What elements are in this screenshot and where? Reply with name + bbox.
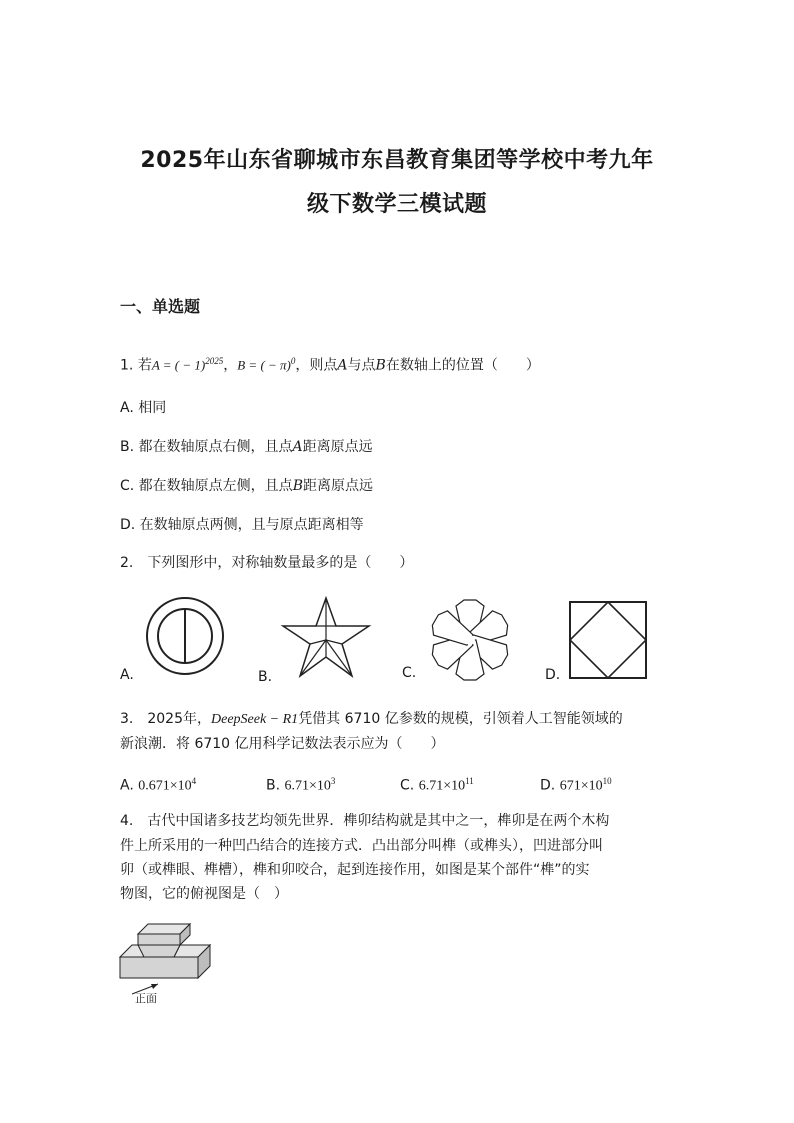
variable-a: A: [292, 439, 303, 455]
option-1c[interactable]: [120, 475, 373, 497]
figure-d-square-diamond[interactable]: [568, 600, 648, 680]
section-heading: 一、单选题: [120, 297, 201, 316]
option-1b[interactable]: [120, 436, 373, 458]
figure-c-snowflake[interactable]: [424, 600, 516, 680]
exponent-b: 0: [290, 356, 296, 366]
model-name: DeepSeek − R1: [211, 712, 299, 727]
question-text: 3. 2025年，: [120, 711, 211, 727]
variable-a: A: [337, 357, 348, 374]
figure-b-label: B.: [258, 669, 273, 685]
option-exponent: 3: [330, 776, 336, 786]
figure-b-star[interactable]: [280, 596, 372, 680]
question-text: 凭借其 6710 亿参数的规模，引领着人工智能领域的: [298, 711, 623, 727]
option-label: D.: [540, 777, 556, 794]
question-2: 2. 下列图形中，对称轴数量最多的是（ ）: [120, 555, 414, 571]
exponent-a: 2025: [205, 356, 224, 366]
variable-b: B: [292, 478, 303, 494]
option-exponent: 10: [602, 776, 612, 786]
option-label: B.: [266, 777, 281, 794]
option-3c[interactable]: [400, 770, 474, 798]
figure-c-label: C.: [402, 665, 417, 681]
question-4-line3: 卯（或榫眼、榫槽），榫和卯咬合，起到连接作用，如图是某个部件“榫”的实: [120, 862, 590, 878]
question-4-line2: 件上所采用的一种凹凸结合的连接方式．凸出部分叫榫（或榫头），凹进部分叫: [120, 838, 603, 854]
question-4-line1: 4. 古代中国诸多技艺均领先世界．榫卯结构就是其中之一，榫卯是在两个木构: [120, 813, 610, 829]
figure-d-label: D.: [545, 667, 561, 683]
question-3-line2: 新浪潮．将 6710 亿用科学记数法表示应为（ ）: [120, 736, 445, 752]
question-text: ，: [223, 357, 238, 374]
question-number: 1.: [120, 357, 134, 374]
page-title-line1: 2025年山东省聊城市东昌教育集团等学校中考九年: [140, 148, 654, 173]
option-text: 距离原点远: [302, 478, 373, 494]
option-text: B. 都在数轴原点右侧，且点: [120, 439, 293, 455]
option-1d[interactable]: D. 在数轴原点两侧，且与原点距离相等: [120, 517, 364, 533]
option-text: 距离原点远: [302, 439, 373, 455]
figure-a-label: A.: [120, 667, 134, 683]
option-value: 6.71×10: [284, 778, 331, 794]
question-3-line1: [120, 708, 623, 731]
option-3a[interactable]: [120, 770, 196, 798]
question-text: 在数轴上的位置（ ）: [385, 357, 540, 374]
option-value: 671×10: [559, 778, 603, 794]
option-exponent: 4: [191, 776, 197, 786]
question-text: ，则点: [295, 357, 338, 374]
option-3b[interactable]: [266, 770, 335, 798]
option-3d[interactable]: [540, 770, 612, 798]
option-text: C. 都在数轴原点左侧，且点: [120, 478, 293, 494]
question-4-line4: 物图，它的俯视图是（ ）: [120, 886, 288, 902]
option-1a[interactable]: A. 相同: [120, 400, 167, 416]
option-exponent: 11: [465, 776, 474, 786]
question-1: [120, 350, 540, 377]
tenon-3d-figure: [118, 920, 218, 1010]
variable-b: B: [375, 357, 386, 374]
option-value: 6.71×10: [418, 778, 466, 794]
option-value: 0.671×10: [138, 778, 192, 794]
math-expression-b: B = ( − π): [237, 357, 291, 373]
figure-a-concentric-circles[interactable]: [140, 596, 230, 676]
option-label: C.: [400, 777, 415, 794]
question-text: 若: [137, 357, 152, 374]
front-view-label: 正面: [135, 992, 157, 1005]
page-title-line2: 级下数学三模试题: [306, 192, 487, 217]
math-expression-a: A = ( − 1): [151, 357, 206, 373]
question-text: 与点: [347, 357, 376, 374]
option-label: A.: [120, 777, 134, 794]
